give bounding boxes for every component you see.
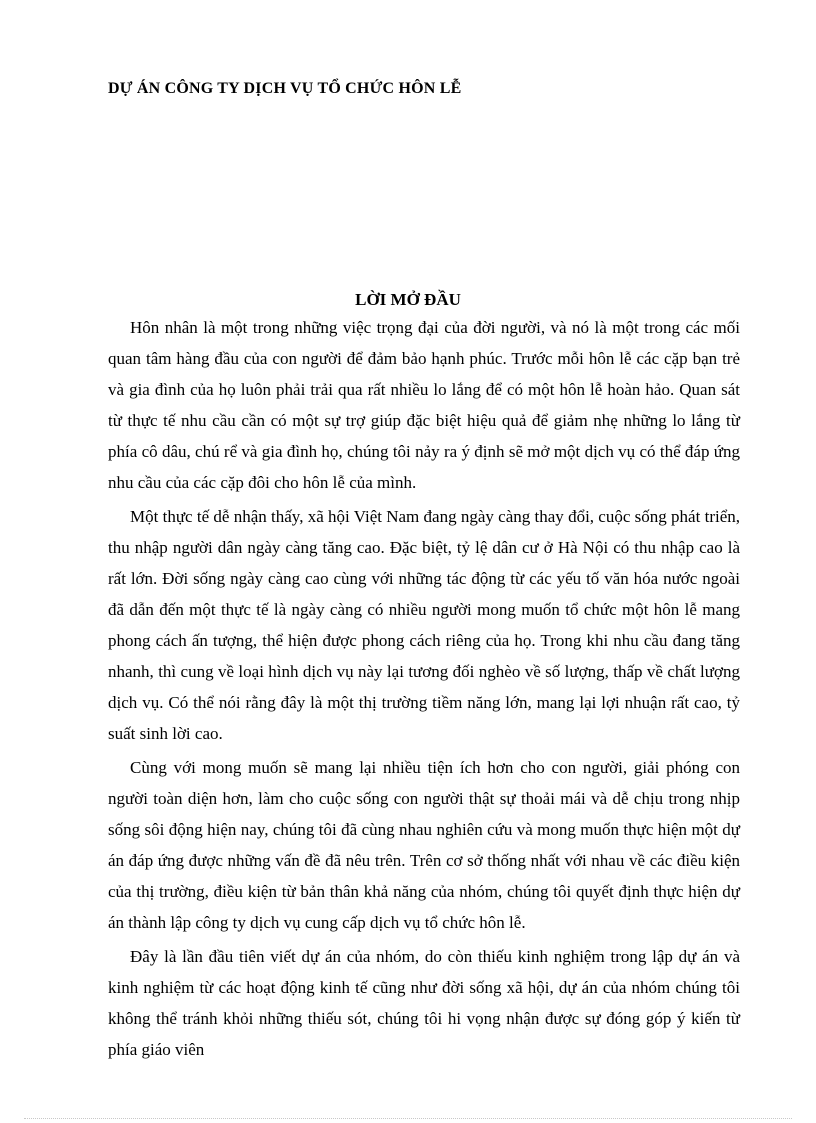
document-title: DỰ ÁN CÔNG TY DỊCH VỤ TỔ CHỨC HÔN LỄ (108, 80, 462, 97)
paragraph-2: Một thực tế dễ nhận thấy, xã hội Việt Nam đang ngày càng thay đổi, cuộc sống phát triển, thu nhập người dân ngày càng tăng cao. Đặc biệt, tỷ lệ dân cư ở Hà Nội có thu nhập cao là rất lớn. Đời sống ngày càng cao cùng với những tác động từ các yếu tố văn hóa nước ngoài đã dẫn đến một thực tế là ngày càng có nhiều người mong muốn tổ chức một hôn lễ mang phong cách ấn tượng, thể hiện được phong cách riêng của họ. Trong khi nhu cầu đang tăng nhanh, thì cung về loại hình dịch vụ này lại tương đối nghèo về số lượng, thấp về chất lượng dịch vụ. Có thể nói rằng đây là một thị trường tiềm năng lớn, mang lại lợi nhuận rất cao, tỷ suất sinh lời cao. (108, 507, 740, 743)
paragraph-4: Đây là lần đầu tiên viết dự án của nhóm, do còn thiếu kinh nghiệm trong lập dự án và kinh nghiệm từ các hoạt động kinh tế cũng như đời sống xã hội, dự án của nhóm chúng tôi không thể tránh khỏi những thiếu sót, chúng tôi hi vọng nhận được sự đóng góp ý kiến từ phía giáo viên (108, 947, 740, 1059)
body-text (108, 312, 740, 1065)
section-heading: LỜI MỞ ĐẦU (355, 290, 461, 309)
paragraph-1: Hôn nhân là một trong những việc trọng đại của đời người, và nó là một trong các mối quan tâm hàng đầu của con người để đảm bảo hạnh phúc. Trước mỗi hôn lễ các cặp bạn trẻ và gia đình của họ luôn phải trải qua rất nhiều lo lắng để có một hôn lễ hoàn hảo. Quan sát từ thực tế nhu cầu cần có một sự trợ giúp đặc biệt hiệu quả để giảm nhẹ những lo lắng từ phía cô dâu, chú rể và gia đình họ, chúng tôi nảy ra ý định sẽ mở một dịch vụ có thể đáp ứng nhu cầu của các cặp đôi cho hôn lễ của mình. (108, 318, 740, 492)
paragraph-3: Cùng với mong muốn sẽ mang lại nhiều tiện ích hơn cho con người, giải phóng con người toàn diện hơn, làm cho cuộc sống con người thật sự thoải mái và dễ chịu trong nhịp sống sôi động hiện nay, chúng tôi đã cùng nhau nghiên cứu và mong muốn thực hiện một dự án đáp ứng được những vấn đề đã nêu trên. Trên cơ sở thống nhất với nhau về các điều kiện của thị trường, điều kiện từ bản thân khả năng của nhóm, chúng tôi quyết định thực hiện dự án thành lập công ty dịch vụ cung cấp dịch vụ tổ chức hôn lễ. (108, 758, 740, 932)
page-footer-divider (24, 1118, 792, 1119)
